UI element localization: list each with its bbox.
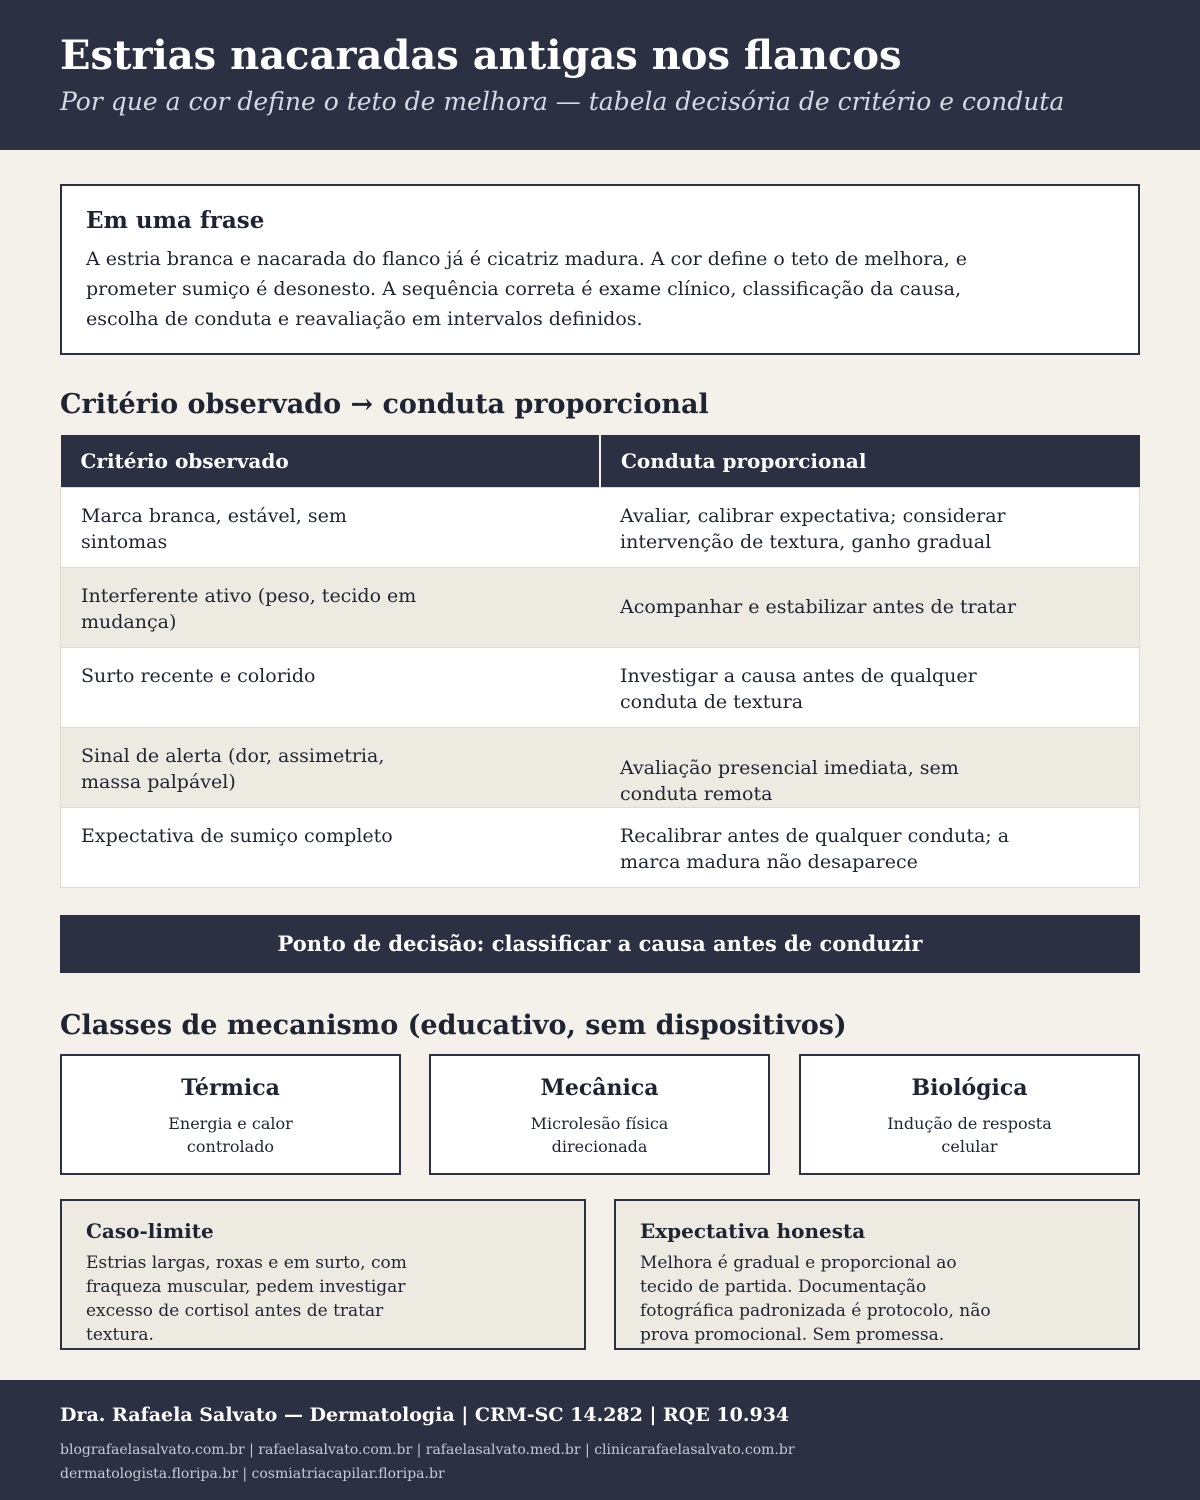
conduct-cell	[600, 647, 1140, 727]
criterion-cell	[61, 487, 601, 567]
criterion-text: Marca branca, estável, sem sintomas	[81, 504, 347, 553]
mechanism-card-title: Térmica	[181, 1075, 280, 1101]
criterion-text: Sinal de alerta (dor, assimetria, massa palpável)	[81, 744, 385, 793]
conduct-cell	[600, 487, 1140, 567]
page-title: Estrias nacaradas antigas nos flancos	[60, 32, 902, 79]
criterion-text: Interferente ativo (peso, tecido em mudança)	[81, 584, 417, 633]
criterion-text: Expectativa de sumiço completo	[81, 824, 393, 847]
mechanism-card-text: Microlesão física direcionada	[530, 1114, 669, 1156]
conduct-text: Avaliar, calibrar expectativa; considerar intervenção de textura, ganho gradual	[620, 504, 1006, 553]
table-row	[61, 647, 1140, 727]
table-row	[61, 487, 1140, 567]
table-row	[61, 727, 1140, 807]
mechanism-card-mechanical	[429, 1054, 770, 1175]
doctor-credentials: Dra. Rafaela Salvato — Dermatologia | CRM-SC 14.282 | RQE 10.934	[60, 1404, 790, 1426]
mechanism-card-title: Mecânica	[540, 1075, 659, 1101]
criterion-cell	[61, 807, 601, 887]
criterion-cell	[61, 647, 601, 727]
conduct-cell	[600, 807, 1140, 887]
criteria-section-title: Critério observado → conduta proporcional	[60, 389, 709, 420]
table-header-row	[61, 435, 1140, 487]
conduct-text: Investigar a causa antes de qualquer conduta de textura	[620, 664, 977, 713]
column-header-conduct: Conduta proporcional	[600, 435, 1140, 487]
honest-expectation-box	[614, 1199, 1140, 1350]
conduct-text: Acompanhar e estabilizar antes de tratar	[620, 596, 1017, 618]
website-links: blografaelasalvato.com.br | rafaelasalvato.com.br | rafaelasalvato.med.br | clinicarafaelasalvato.com.br dermatologista.floripa.br | cosmiatriacapilar.floripa.br	[60, 1442, 795, 1482]
note-title: Caso-limite	[86, 1219, 214, 1243]
criterion-cell	[61, 567, 601, 647]
mechanism-card-text: Indução de resposta celular	[887, 1114, 1052, 1156]
page-subtitle: Por que a cor define o teto de melhora — tabela decisória de critério e conduta	[60, 87, 1065, 116]
conduct-cell	[600, 567, 1140, 647]
conduct-cell	[600, 727, 1140, 807]
mechanism-card-title: Biológica	[911, 1075, 1028, 1101]
table-row	[61, 567, 1140, 647]
mechanism-card-thermal	[60, 1054, 401, 1175]
summary-box	[60, 184, 1140, 355]
page-header	[0, 0, 1200, 150]
criteria-table	[60, 435, 1140, 888]
table-row	[61, 807, 1140, 887]
column-header-criterion: Critério observado	[61, 435, 601, 487]
summary-heading: Em uma frase	[86, 207, 265, 234]
page-footer	[0, 1380, 1200, 1500]
note-text: Estrias largas, roxas e em surto, com fraqueza muscular, pedem investigar excesso de cortisol antes de tratar textura.	[86, 1253, 407, 1345]
borderline-case-box	[60, 1199, 586, 1350]
note-text: Melhora é gradual e proporcional ao tecido de partida. Documentação fotográfica padronizada é protocolo, não prova promocional. Sem promessa.	[640, 1253, 991, 1345]
mechanism-card-biological	[799, 1054, 1140, 1175]
summary-text: A estria branca e nacarada do flanco já é cicatriz madura. A cor define o teto de melhora, e prometer sumiço é desonesto. A sequência correta é exame clínico, classificação da causa, escolha de conduta e reavaliação em intervalos definidos.	[86, 248, 968, 330]
conduct-text: Recalibrar antes de qualquer conduta; a marca madura não desaparece	[620, 824, 1010, 873]
note-title: Expectativa honesta	[640, 1219, 866, 1243]
decision-banner: Ponto de decisão: classificar a causa antes de conduzir	[60, 915, 1140, 973]
criterion-cell	[61, 727, 601, 807]
mechanism-card-text: Energia e calor controlado	[168, 1114, 293, 1156]
criterion-text: Surto recente e colorido	[81, 664, 316, 687]
conduct-text: Avaliação presencial imediata, sem conduta remota	[620, 756, 959, 805]
mechanisms-section-title: Classes de mecanismo (educativo, sem dispositivos)	[60, 1010, 847, 1041]
